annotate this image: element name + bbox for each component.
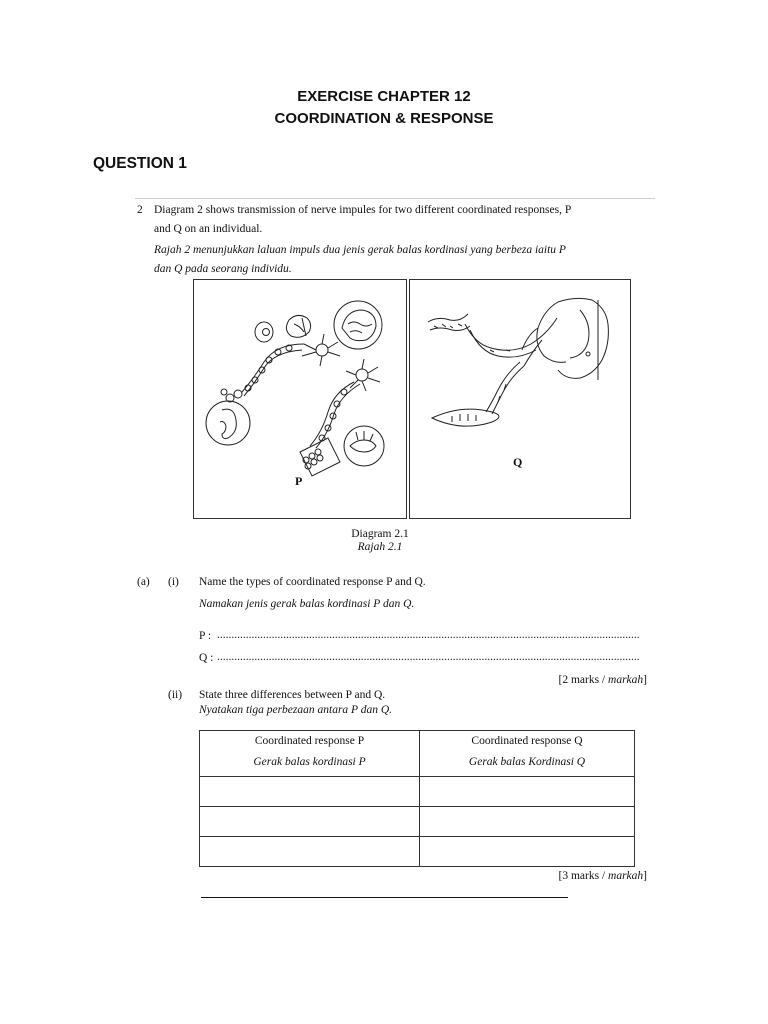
answer-q-line[interactable]: ................................................................................................................................................... [217,651,640,663]
diagram-caption-en: Diagram 2.1 [351,528,409,540]
sub-ii-text-en: State three differences between P and Q. [199,689,386,701]
answer-p-label: P : [199,630,212,642]
table-cell[interactable] [420,777,635,807]
table-cell[interactable] [200,807,420,837]
sub-i-label: (i) [168,576,179,588]
question-number: 2 [137,204,143,216]
col1-header-ms: Gerak balas kordinasi P [253,756,366,768]
answer-q-label: Q : [199,652,214,664]
intro-ms-line1: Rajah 2 menunjukkan laluan impuls dua jenis gerak balas kordinasi yang berbeza iaitu P [154,244,566,256]
diagram-p-panel [193,279,407,519]
col2-header [420,731,635,777]
section-divider [201,897,568,898]
diagram-p-label: P [295,474,303,488]
col2-header-en: Coordinated response Q [471,735,583,747]
intro-en-line1: Diagram 2 shows transmission of nerve impules for two different coordinated responses, P [154,204,572,216]
intro-en-line2: and Q on an individual. [154,223,263,235]
table-cell[interactable] [200,777,420,807]
scan-edge [135,198,655,199]
part-a-label: (a) [137,576,150,588]
sub-ii-text-ms: Nyatakan tiga perbezaan antara P dan Q. [199,704,393,716]
diagram-q-label: Q [513,455,523,469]
sub-i-text-ms: Namakan jenis gerak balas kordinasi P dan Q. [199,598,415,610]
table-row [200,807,635,837]
nerve-pathway-voluntary-illustration [194,280,406,518]
table-row [200,837,635,867]
table-header-row [200,731,635,777]
diagram-q-panel [409,279,631,519]
marks-i: [2 marks / markah] [558,674,647,686]
reflex-arc-illustration [410,280,630,518]
col1-header [200,731,420,777]
answer-p-line[interactable]: ................................................................................................................................................... [217,629,640,641]
differences-table [199,730,635,867]
page-title-line2: COORDINATION & RESPONSE [274,110,494,127]
table-cell[interactable] [200,837,420,867]
col2-header-ms: Gerak balas Kordinasi Q [468,756,586,768]
diagram-caption-ms: Rajah 2.1 [357,541,403,553]
question-heading: QUESTION 1 [93,155,187,172]
marks-ii: [3 marks / markah] [558,870,647,882]
sub-i-text-en: Name the types of coordinated response P and Q. [199,576,426,588]
table-cell[interactable] [420,837,635,867]
page-title-line1: EXERCISE CHAPTER 12 [297,88,471,105]
col1-header-en: Coordinated response P [254,735,365,747]
sub-ii-label: (ii) [168,689,183,701]
table-row [200,777,635,807]
table-cell[interactable] [420,807,635,837]
intro-ms-line2: dan Q pada seorang individu. [154,263,292,275]
